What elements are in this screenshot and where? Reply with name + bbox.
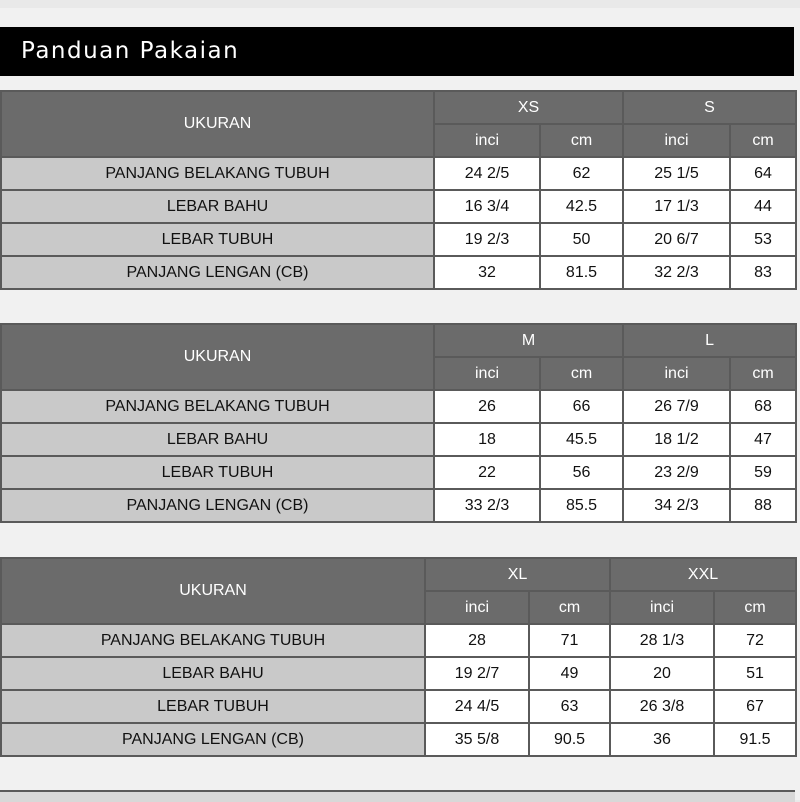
next-table-edge <box>0 790 795 802</box>
header-ukuran: UKURAN <box>1 324 434 390</box>
measurement-value: 50 <box>540 223 623 256</box>
measurement-label: PANJANG LENGAN (CB) <box>1 489 434 522</box>
measurement-value: 35 5/8 <box>425 723 529 756</box>
measurement-value: 20 <box>610 657 714 690</box>
measurement-value: 45.5 <box>540 423 623 456</box>
unit-header: cm <box>730 124 796 157</box>
measurement-value: 36 <box>610 723 714 756</box>
table-row <box>1 256 796 289</box>
measurement-value: 33 2/3 <box>434 489 540 522</box>
measurement-value: 18 <box>434 423 540 456</box>
table-row <box>1 223 796 256</box>
measurement-label: PANJANG BELAKANG TUBUH <box>1 624 425 657</box>
unit-header: cm <box>529 591 610 624</box>
measurement-value: 23 2/9 <box>623 456 730 489</box>
measurement-value: 44 <box>730 190 796 223</box>
table-row <box>1 456 796 489</box>
measurement-value: 81.5 <box>540 256 623 289</box>
measurement-value: 53 <box>730 223 796 256</box>
measurement-value: 67 <box>714 690 796 723</box>
table-row <box>1 624 796 657</box>
unit-header: cm <box>540 357 623 390</box>
measurement-value: 83 <box>730 256 796 289</box>
header-ukuran: UKURAN <box>1 558 425 624</box>
measurement-label: PANJANG LENGAN (CB) <box>1 256 434 289</box>
measurement-value: 32 <box>434 256 540 289</box>
measurement-label: PANJANG BELAKANG TUBUH <box>1 157 434 190</box>
unit-header: cm <box>540 124 623 157</box>
page-title: Panduan Pakaian <box>0 27 794 76</box>
measurement-value: 64 <box>730 157 796 190</box>
measurement-value: 20 6/7 <box>623 223 730 256</box>
size-header: L <box>623 324 796 357</box>
unit-header: inci <box>623 124 730 157</box>
measurement-value: 26 3/8 <box>610 690 714 723</box>
size-table-2 <box>0 323 797 523</box>
measurement-value: 63 <box>529 690 610 723</box>
measurement-label: LEBAR TUBUH <box>1 456 434 489</box>
measurement-value: 25 1/5 <box>623 157 730 190</box>
table-row <box>1 157 796 190</box>
unit-header: cm <box>730 357 796 390</box>
size-table-3 <box>0 557 797 757</box>
unit-header: inci <box>610 591 714 624</box>
measurement-label: PANJANG LENGAN (CB) <box>1 723 425 756</box>
measurement-value: 85.5 <box>540 489 623 522</box>
measurement-value: 24 2/5 <box>434 157 540 190</box>
measurement-value: 19 2/7 <box>425 657 529 690</box>
table-row <box>1 489 796 522</box>
size-table-1 <box>0 90 797 290</box>
unit-header: cm <box>714 591 796 624</box>
unit-header: inci <box>434 357 540 390</box>
measurement-label: LEBAR BAHU <box>1 423 434 456</box>
measurement-value: 28 <box>425 624 529 657</box>
measurement-value: 49 <box>529 657 610 690</box>
measurement-value: 26 7/9 <box>623 390 730 423</box>
measurement-label: LEBAR TUBUH <box>1 690 425 723</box>
measurement-value: 16 3/4 <box>434 190 540 223</box>
measurement-value: 91.5 <box>714 723 796 756</box>
measurement-value: 32 2/3 <box>623 256 730 289</box>
table-row <box>1 657 796 690</box>
size-header: XL <box>425 558 610 591</box>
unit-header: inci <box>434 124 540 157</box>
table-row <box>1 690 796 723</box>
measurement-value: 18 1/2 <box>623 423 730 456</box>
measurement-value: 66 <box>540 390 623 423</box>
measurement-label: PANJANG BELAKANG TUBUH <box>1 390 434 423</box>
measurement-value: 72 <box>714 624 796 657</box>
measurement-value: 19 2/3 <box>434 223 540 256</box>
size-header: S <box>623 91 796 124</box>
table-row <box>1 190 796 223</box>
unit-header: inci <box>425 591 529 624</box>
size-header: XXL <box>610 558 796 591</box>
measurement-value: 51 <box>714 657 796 690</box>
table-row <box>1 390 796 423</box>
unit-header: inci <box>623 357 730 390</box>
measurement-value: 22 <box>434 456 540 489</box>
measurement-value: 42.5 <box>540 190 623 223</box>
measurement-value: 88 <box>730 489 796 522</box>
measurement-value: 28 1/3 <box>610 624 714 657</box>
measurement-label: LEBAR BAHU <box>1 657 425 690</box>
measurement-value: 56 <box>540 456 623 489</box>
measurement-label: LEBAR TUBUH <box>1 223 434 256</box>
measurement-value: 47 <box>730 423 796 456</box>
measurement-label: LEBAR BAHU <box>1 190 434 223</box>
size-header: M <box>434 324 623 357</box>
table-row <box>1 723 796 756</box>
measurement-value: 17 1/3 <box>623 190 730 223</box>
measurement-value: 59 <box>730 456 796 489</box>
measurement-value: 26 <box>434 390 540 423</box>
measurement-value: 62 <box>540 157 623 190</box>
measurement-value: 68 <box>730 390 796 423</box>
measurement-value: 34 2/3 <box>623 489 730 522</box>
measurement-value: 71 <box>529 624 610 657</box>
header-ukuran: UKURAN <box>1 91 434 157</box>
measurement-value: 24 4/5 <box>425 690 529 723</box>
measurement-value: 90.5 <box>529 723 610 756</box>
table-row <box>1 423 796 456</box>
size-header: XS <box>434 91 623 124</box>
